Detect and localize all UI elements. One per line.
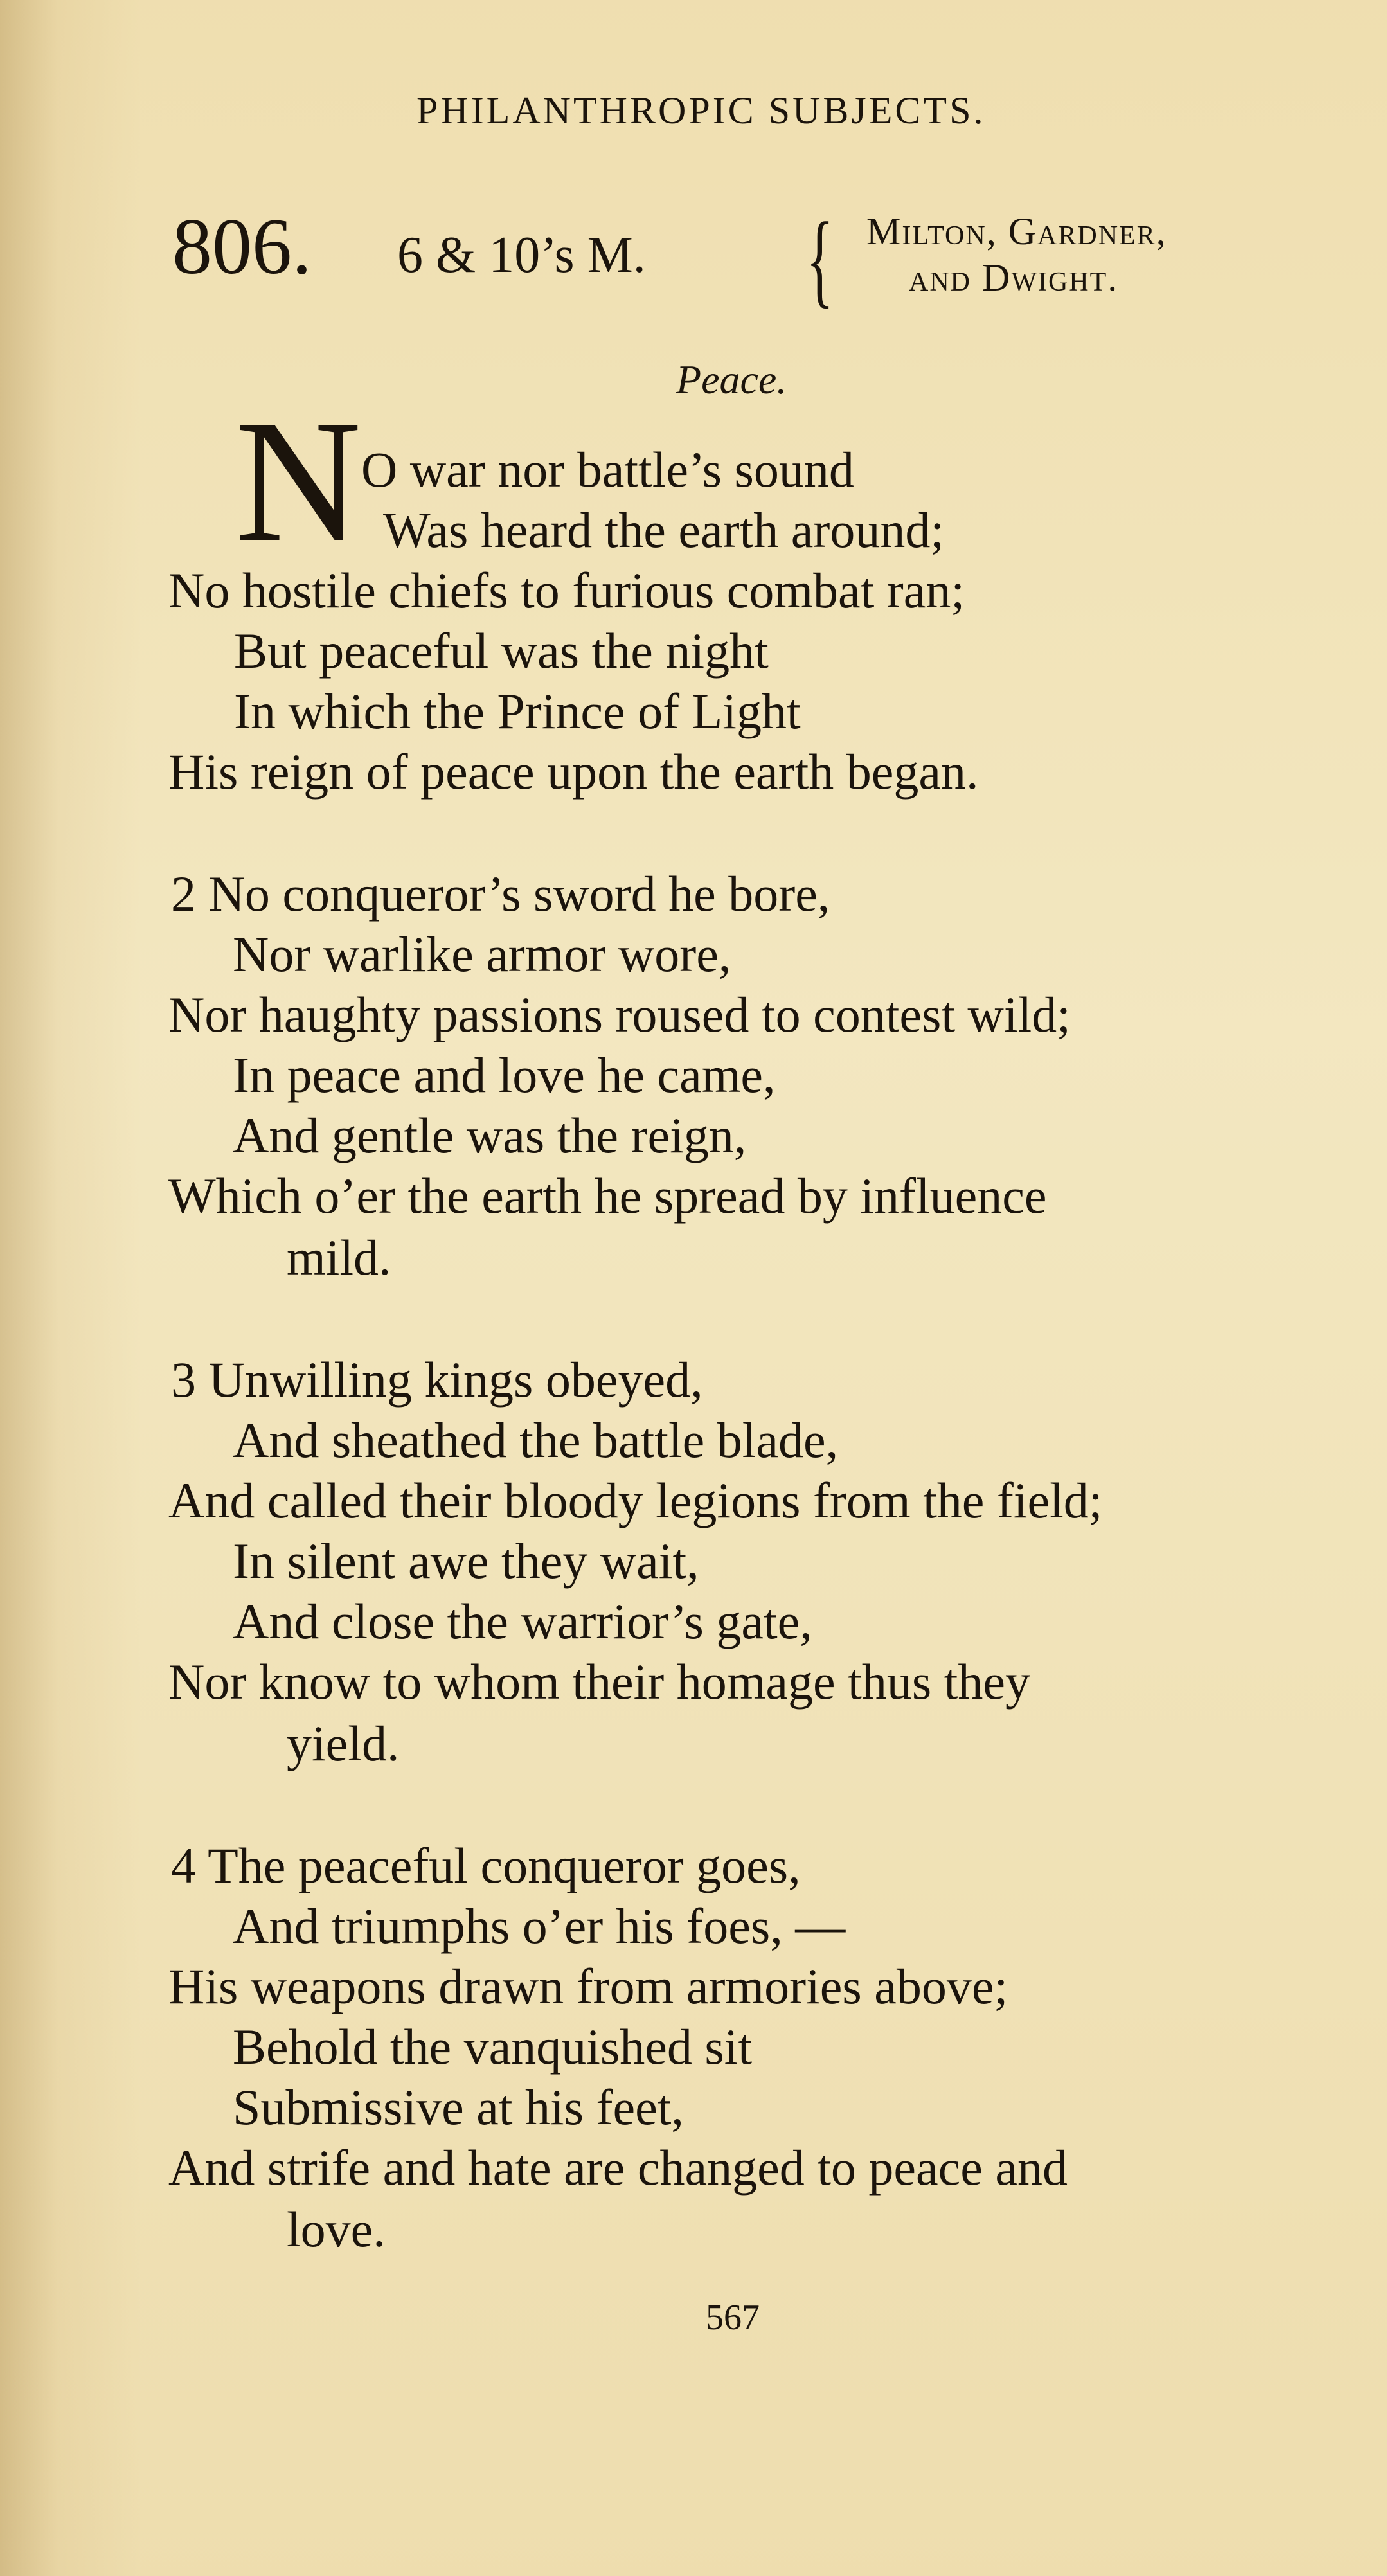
verse-line: yield. <box>287 1715 400 1771</box>
verse-line: Submissive at his feet, <box>233 2079 684 2135</box>
page-number: 567 <box>706 2298 760 2338</box>
running-head: PHILANTHROPIC SUBJECTS. <box>416 89 986 132</box>
verse-line: Nor warlike armor wore, <box>233 926 731 982</box>
verse-line: love. <box>287 2201 386 2257</box>
hymn-number: 806. <box>172 202 312 291</box>
verse-line: 2 No conqueror’s sword he bore, <box>171 866 830 922</box>
verse-line: And sheathed the battle blade, <box>233 1412 839 1468</box>
verse-line: 4 The peaceful conqueror goes, <box>171 1838 801 1893</box>
drop-cap: N <box>235 384 362 578</box>
verse-line: Was heard the earth around; <box>383 502 945 558</box>
verse-line: In silent awe they wait, <box>233 1533 699 1589</box>
verse-line: Nor know to whom their homage thus they <box>168 1654 1030 1710</box>
verse-line: No hostile chiefs to furious combat ran; <box>168 562 965 618</box>
verse-line: 3 Unwilling kings obeyed, <box>171 1352 703 1408</box>
verse-line: And triumphs o’er his foes, — <box>233 1898 846 1954</box>
verse-line: Which o’er the earth he spread by influence <box>168 1168 1047 1224</box>
verse-line: In which the Prince of Light <box>234 683 801 739</box>
verse-line: O war nor battle’s sound <box>361 442 854 497</box>
verse-line: His weapons drawn from armories above; <box>168 1958 1008 2014</box>
author-line-2: and Dwight. <box>909 256 1119 299</box>
hymn-title: Peace. <box>676 357 787 402</box>
hymn-authors <box>866 212 1167 297</box>
verse-line: Behold the vanquished sit <box>233 2019 753 2075</box>
author-line-1: Milton, Gardner, <box>866 210 1167 253</box>
verse-line: Nor haughty passions roused to contest wild; <box>168 987 1071 1042</box>
verse-line: And strife and hate are changed to peace and <box>168 2140 1068 2196</box>
author-brace: { <box>806 201 834 318</box>
verse-line: But peaceful was the night <box>234 623 769 679</box>
hymn-meter: 6 & 10’s M. <box>397 227 646 283</box>
verse-line: And close the warrior’s gate, <box>233 1593 812 1649</box>
verse-line: His reign of peace upon the earth began. <box>168 744 979 800</box>
verse-line: And called their bloody legions from the field; <box>168 1472 1103 1528</box>
verse-line: And gentle was the reign, <box>233 1107 747 1163</box>
verse-line: mild. <box>287 1230 391 1285</box>
verse-line: In peace and love he came, <box>233 1047 776 1103</box>
